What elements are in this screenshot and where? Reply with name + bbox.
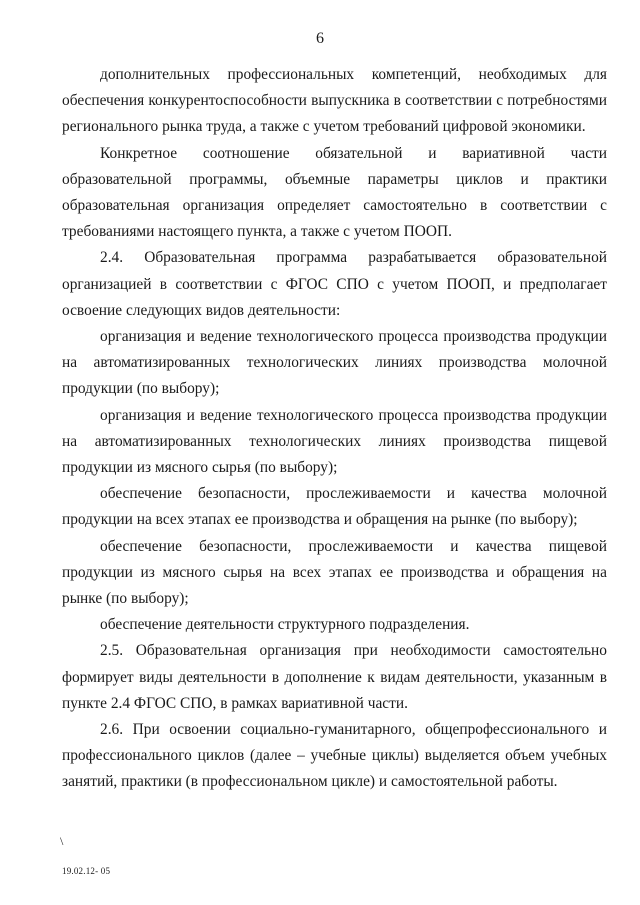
paragraph-program-ratio: Конкретное соотношение обязательной и вариативной части образовательной программы, объемные параметры циклов и практики образовательная организация определяет самостоятельно в соответствии с требованиями настоящего пункта, а также с учетом ПООП. bbox=[62, 144, 607, 241]
paragraph-competencies: дополнительных профессиональных компетенций, необходимых для обеспечения конкурентоспособности выпускника в соответствии с потребностями регионального рынка труда, а также с учетом требований цифровой экономики. bbox=[62, 66, 607, 136]
page-number: 6 bbox=[316, 30, 324, 47]
list-item-meat-process: организация и ведение технологического процесса производства продукции на автоматизированных технологических линиях производства пищевой продукции из мясного сырья (по выбору); bbox=[62, 406, 607, 477]
list-item-dairy-safety: обеспечение безопасности, прослеживаемости и качества молочной продукции на всех этапах ее производства и обращения на рынке (по выбору); bbox=[62, 485, 607, 529]
paragraph-2-6: 2.6. При освоении социально-гуманитарного, общепрофессионального и профессионального циклов (далее – учебные циклы) выделяется объем учебных занятий, практики (в профессиональном цикле) и самостоятельной работы. bbox=[62, 721, 607, 791]
footer-code: 19.02.12- 05 bbox=[62, 866, 111, 876]
list-item-department: обеспечение деятельности структурного подразделения. bbox=[100, 616, 470, 634]
document-body bbox=[62, 62, 607, 796]
paragraph-2-4: 2.4. Образовательная программа разрабатывается образовательной организацией в соответствии с ФГОС СПО с учетом ПООП, и предполагает освоение следующих видов деятельности: bbox=[62, 249, 607, 319]
list-item-meat-safety: обеспечение безопасности, прослеживаемости и качества пищевой продукции из мясного сырья на всех этапах ее производства и обращения на рынке (по выбору); bbox=[62, 537, 607, 608]
footnote-mark: \ bbox=[60, 834, 64, 848]
list-item-dairy-process: организация и ведение технологического процесса производства продукции на автоматизированных технологических линиях производства молочной продукции (по выбору); bbox=[62, 328, 607, 398]
paragraph-2-5: 2.5. Образовательная организация при необходимости самостоятельно формирует виды деятельности в дополнение к видам деятельности, указанным в пункте 2.4 ФГОС СПО, в рамках вариативной части. bbox=[62, 642, 607, 712]
